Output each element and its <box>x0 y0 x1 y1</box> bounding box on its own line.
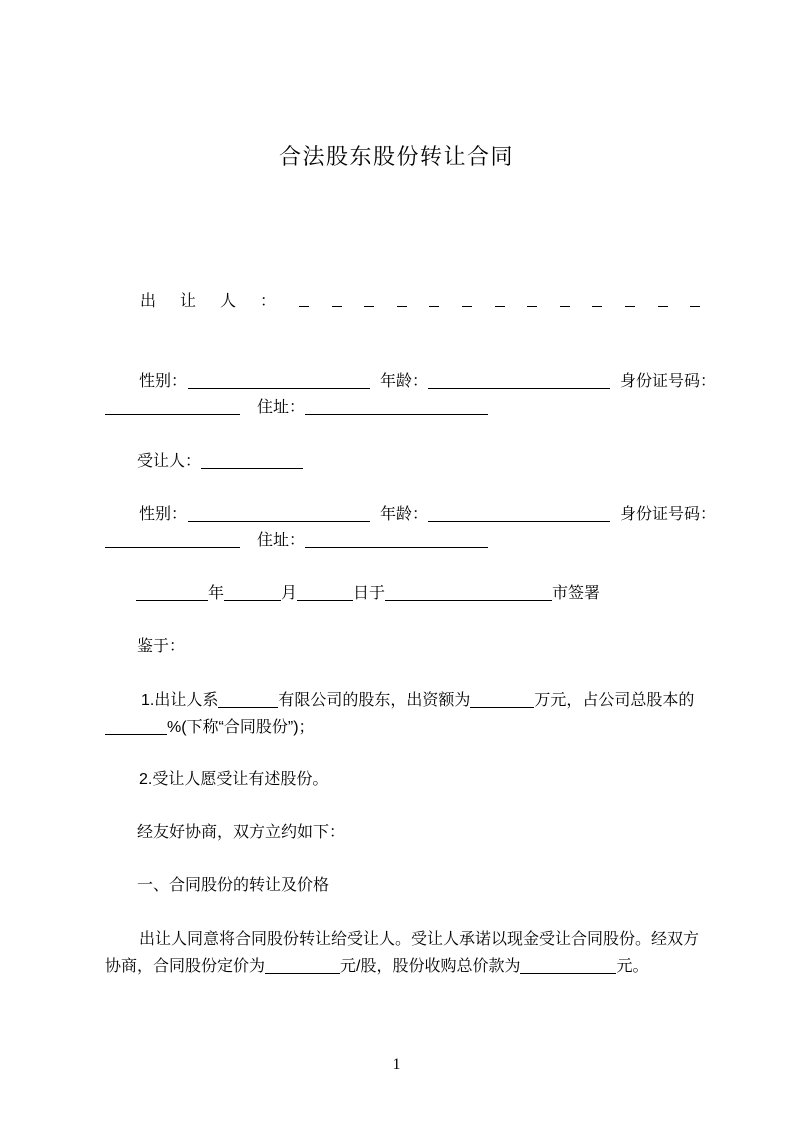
city-blank <box>385 586 552 601</box>
price-per-share-blank <box>265 959 340 974</box>
transferee-name-blank <box>201 454 303 469</box>
clause-1-line <box>141 690 694 711</box>
blank-dash <box>332 306 342 307</box>
transferee-label: 受让人： <box>137 453 202 470</box>
agreement-intro-text: 经友好协商，双方立约如下： <box>137 824 346 841</box>
share-percentage-blank <box>105 720 167 735</box>
transferee-address-label: 住址： <box>257 532 306 549</box>
transferee-address-blank <box>305 533 488 548</box>
transferor-name-blank <box>299 306 700 307</box>
clause-1-prefix: 1.出让人系 <box>141 692 219 709</box>
transferor-address-blank <box>305 400 488 415</box>
transferee-line <box>137 451 303 472</box>
blank-dash <box>364 306 374 307</box>
transferor-line <box>140 292 300 312</box>
blank-dash <box>625 306 635 307</box>
blank-dash <box>299 306 309 307</box>
page-number: 1 <box>392 1056 401 1073</box>
clause-1-mid-2: 万元，占公司总股本的 <box>534 692 695 709</box>
signing-date-line <box>136 583 600 604</box>
blank-dash <box>592 306 602 307</box>
price-suffix: 元。 <box>616 958 649 975</box>
transferor-address-label: 住址： <box>257 399 306 416</box>
whereas-text: 鉴于： <box>137 638 186 655</box>
day-label: 日于 <box>353 585 386 602</box>
section-1-paragraph-line-1 <box>139 930 699 950</box>
company-name-blank <box>218 693 278 708</box>
blank-dash <box>462 306 472 307</box>
blank-dash <box>527 306 537 307</box>
clause-1-suffix: %(下称“合同股份”)； <box>167 719 315 736</box>
transferor-id-blank <box>105 400 240 415</box>
transferor-details-line <box>139 371 716 392</box>
section-1-heading <box>137 876 329 896</box>
price-mid: 元/股，股份收购总价款为 <box>340 958 521 975</box>
clause-2-text: 2.受让人愿受让有述股份。 <box>139 771 329 788</box>
whereas-heading <box>137 637 185 657</box>
transferee-gender-blank <box>188 507 370 522</box>
year-label: 年 <box>208 585 225 602</box>
transferor-gender-label: 性别： <box>139 373 188 390</box>
city-signed-label: 市签署 <box>552 585 601 602</box>
section-1-paragraph-text: 出让人同意将合同股份转让给受让人。受让人承诺以现金受让合同股份。经双方 <box>139 931 700 948</box>
blank-dash <box>429 306 439 307</box>
day-blank <box>297 586 353 601</box>
section-1-paragraph-line-2 <box>105 956 648 977</box>
blank-dash <box>495 306 505 307</box>
clause-1-mid-1: 有限公司的股东，出资额为 <box>278 692 471 709</box>
transferee-age-blank <box>428 507 610 522</box>
blank-dash <box>690 306 700 307</box>
transferor-age-label: 年龄： <box>380 373 429 390</box>
transferee-age-label: 年龄： <box>380 506 429 523</box>
transferee-address-line <box>105 530 488 551</box>
clause-2-line <box>139 770 328 790</box>
capital-amount-blank <box>470 693 534 708</box>
transferee-id-blank <box>105 533 240 548</box>
blank-dash <box>397 306 407 307</box>
transferee-gender-label: 性别： <box>139 506 188 523</box>
month-label: 月 <box>281 585 298 602</box>
transferee-id-label: 身份证号码： <box>620 506 717 523</box>
transferor-label: 出让人： <box>140 293 301 310</box>
transferor-gender-blank <box>188 374 370 389</box>
section-1-heading-text: 一、合同股份的转让及价格 <box>137 877 330 894</box>
total-price-blank <box>520 959 616 974</box>
year-blank <box>136 586 208 601</box>
transferor-age-blank <box>428 374 610 389</box>
blank-dash <box>658 306 668 307</box>
blank-dash <box>560 306 570 307</box>
transferor-address-line <box>105 397 488 418</box>
transferor-id-label: 身份证号码： <box>620 373 717 390</box>
transferee-details-line <box>139 504 716 525</box>
month-blank <box>224 586 281 601</box>
document-title: 合法股东股份转让合同 <box>278 144 514 169</box>
price-prefix: 协商，合同股份定价为 <box>105 958 266 975</box>
agreement-intro <box>137 823 345 843</box>
clause-1-continuation <box>105 717 315 738</box>
